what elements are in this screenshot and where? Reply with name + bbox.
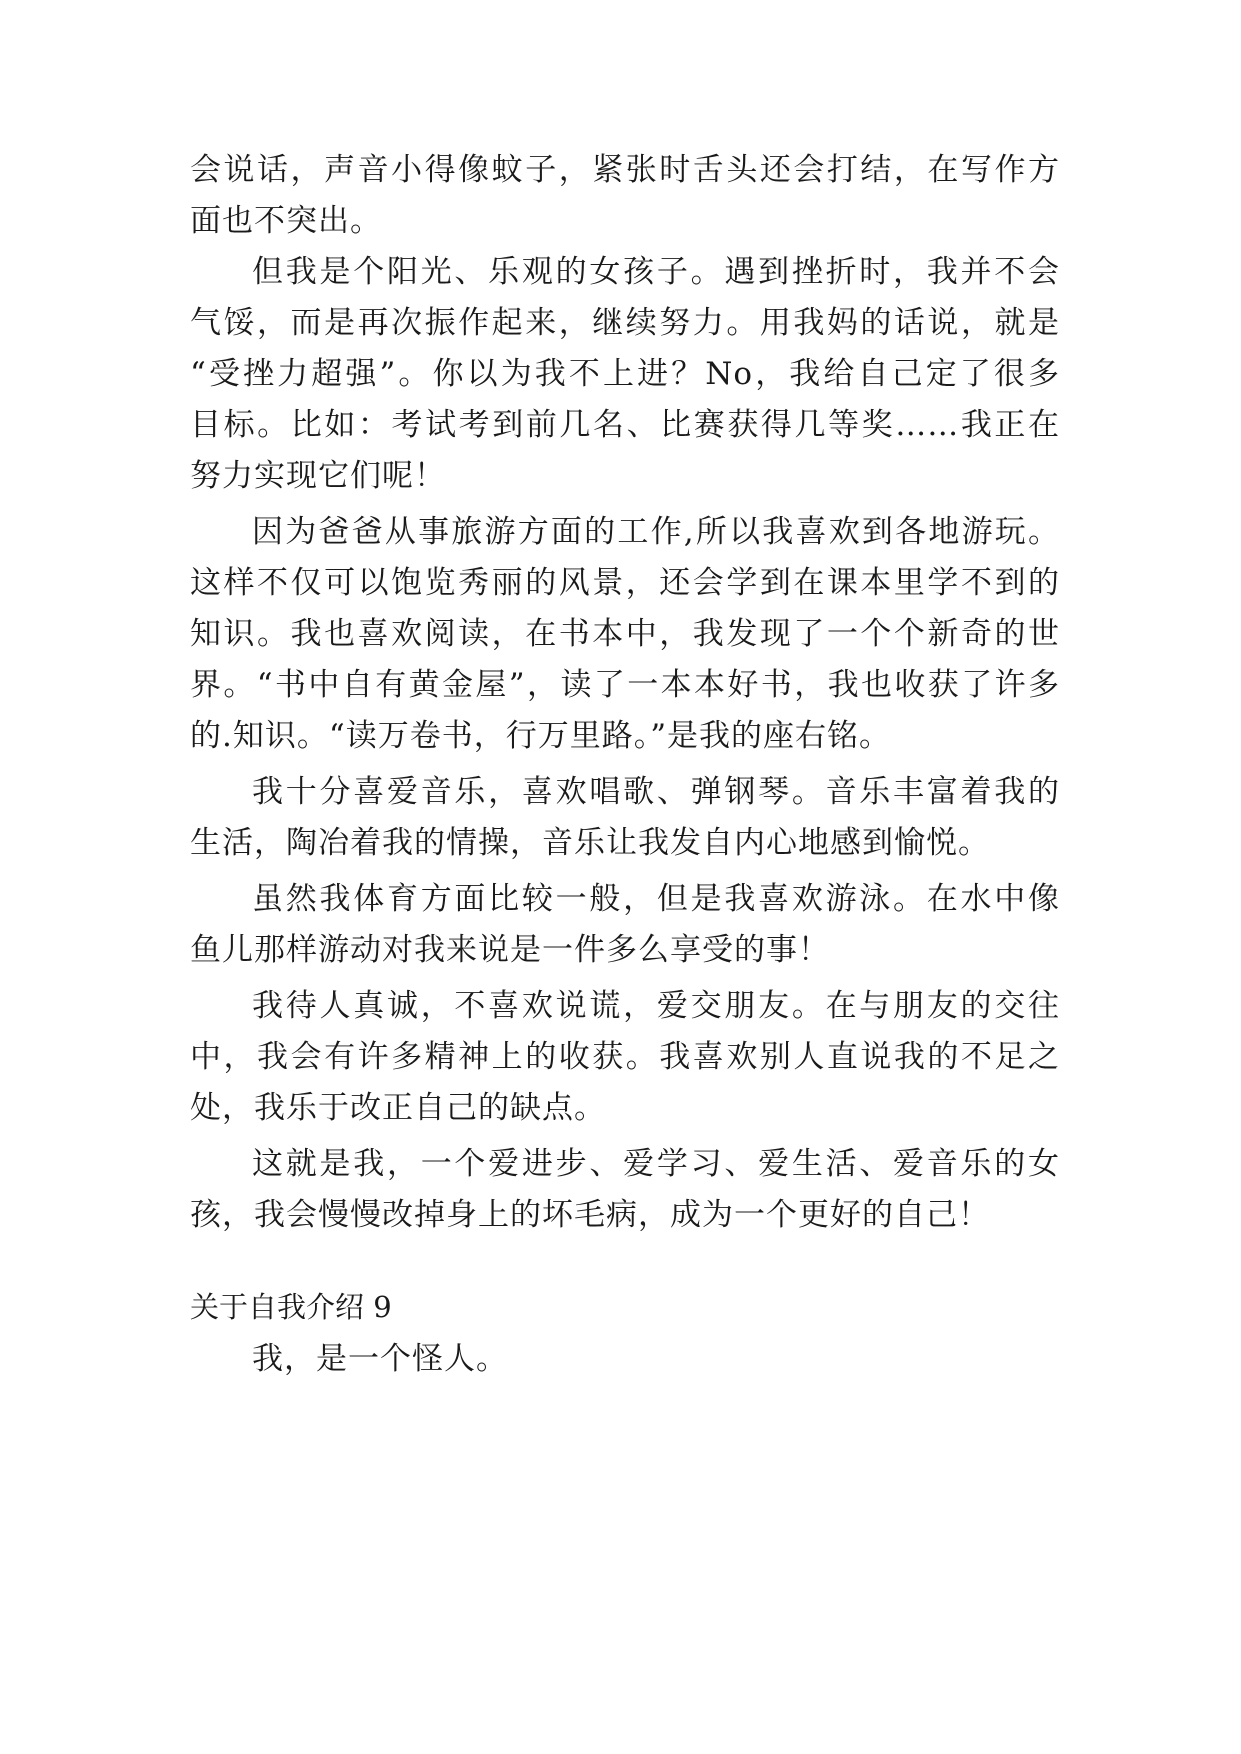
paragraph-start-line: 我待人真诚，不喜欢说谎，爱交朋友。在与朋友的交往 bbox=[252, 988, 1060, 1024]
text-line: 努力实现它们呢！ bbox=[190, 458, 446, 494]
text-line: 这样不仅可以饱览秀丽的风景，还会学到在课本里学不到的 bbox=[190, 565, 1060, 601]
text-line: 面也不突出。 bbox=[190, 203, 382, 239]
paragraph-start-line: 我十分喜爱音乐，喜欢唱歌、弹钢琴。音乐丰富着我的 bbox=[252, 774, 1060, 810]
text-line: 的.知识。“读万卷书，行万里路。”是我的座右铭。 bbox=[190, 718, 892, 754]
text-line: 处，我乐于改正自己的缺点。 bbox=[190, 1090, 606, 1126]
text-line: 中，我会有许多精神上的收获。我喜欢别人直说我的不足之 bbox=[190, 1039, 1060, 1075]
text-line: “受挫力超强”。你以为我不上进？No，我给自己定了很多 bbox=[190, 356, 1060, 392]
paragraph-start-line: 这就是我，一个爱进步、爱学习、爱生活、爱音乐的女 bbox=[252, 1146, 1060, 1182]
text-line: 目标。比如：考试考到前几名、比赛获得几等奖……我正在 bbox=[190, 407, 1060, 443]
paragraph-start-line: 因为爸爸从事旅游方面的工作,所以我喜欢到各地游玩。 bbox=[252, 514, 1060, 550]
text-line: 界。“书中自有黄金屋”，读了一本本好书，我也收获了许多 bbox=[190, 667, 1060, 703]
paragraph-start-line: 但我是个阳光、乐观的女孩子。遇到挫折时，我并不会 bbox=[252, 254, 1060, 290]
text-line: 孩，我会慢慢改掉身上的坏毛病，成为一个更好的自己！ bbox=[190, 1197, 990, 1233]
text-line: 知识。我也喜欢阅读，在书本中，我发现了一个个新奇的世 bbox=[190, 616, 1060, 652]
text-line: 鱼儿那样游动对我来说是一件多么享受的事！ bbox=[190, 932, 830, 968]
section-title: 关于自我介绍 9 bbox=[190, 1290, 392, 1324]
text-line: 会说话，声音小得像蚊子，紧张时舌头还会打结，在写作方 bbox=[190, 152, 1060, 188]
text-line: 气馁，而是再次振作起来，继续努力。用我妈的话说，就是 bbox=[190, 305, 1060, 341]
text-line: 生活，陶冶着我的情操，音乐让我发自内心地感到愉悦。 bbox=[190, 825, 990, 861]
paragraph-start-line: 虽然我体育方面比较一般，但是我喜欢游泳。在水中像 bbox=[252, 881, 1060, 917]
paragraph-start-line: 我，是一个怪人。 bbox=[252, 1341, 508, 1377]
